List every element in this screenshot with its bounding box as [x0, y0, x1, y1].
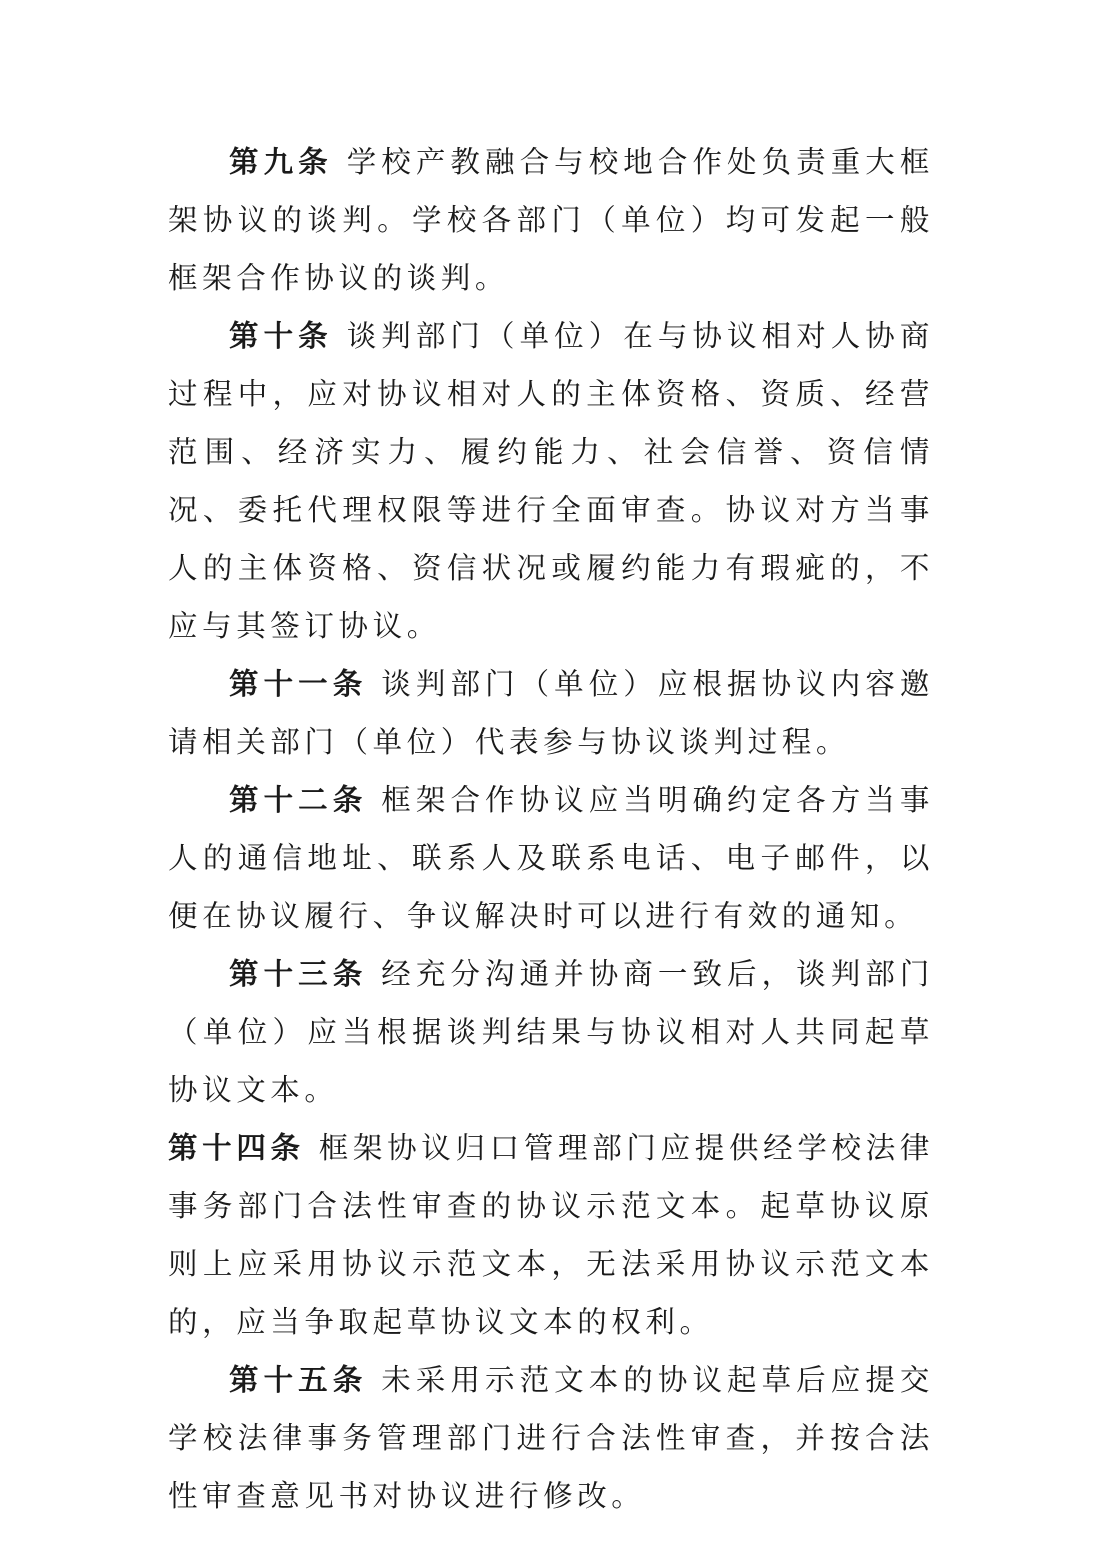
- article-13: [168, 945, 934, 1119]
- article-text: 框架协议归口管理部门应提供经学校法律事务部门合法性审查的协议示范文本。起草协议原则上应采用协议示范文本，无法采用协议示范文本的，应当争取起草协议文本的权利。: [168, 1131, 934, 1339]
- article-number: 第九条: [229, 145, 333, 179]
- article-15: [168, 1351, 934, 1525]
- article-text: 框架合作协议应当明确约定各方当事人的通信地址、联系人及联系电话、电子邮件，以便在协议履行、争议解决时可以进行有效的通知。: [168, 783, 934, 933]
- article-9: [168, 133, 934, 307]
- article-number: 第十一条: [229, 667, 368, 701]
- article-number: 第十三条: [229, 957, 368, 991]
- article-number: 第十五条: [229, 1363, 368, 1397]
- document-page: [168, 133, 934, 1525]
- article-number: 第十二条: [229, 783, 368, 817]
- article-number: 第十四条: [168, 1131, 305, 1165]
- article-11: [168, 655, 934, 771]
- article-number: 第十条: [229, 319, 333, 353]
- article-10: [168, 307, 934, 655]
- article-text: 谈判部门（单位）在与协议相对人协商过程中，应对协议相对人的主体资格、资质、经营范围、经济实力、履约能力、社会信誉、资信情况、委托代理权限等进行全面审查。协议对方当事人的主体资格、资信状况或履约能力有瑕疵的，不应与其签订协议。: [168, 319, 934, 643]
- article-text: 谈判部门（单位）应根据协议内容邀请相关部门（单位）代表参与协议谈判过程。: [168, 667, 934, 759]
- article-12: [168, 771, 934, 945]
- article-text: 学校产教融合与校地合作处负责重大框架协议的谈判。学校各部门（单位）均可发起一般框架合作协议的谈判。: [168, 145, 934, 295]
- article-14: [168, 1119, 934, 1351]
- article-text: 经充分沟通并协商一致后，谈判部门（单位）应当根据谈判结果与协议相对人共同起草协议文本。: [168, 957, 934, 1107]
- article-text: 未采用示范文本的协议起草后应提交学校法律事务管理部门进行合法性审查，并按合法性审查意见书对协议进行修改。: [168, 1363, 934, 1513]
